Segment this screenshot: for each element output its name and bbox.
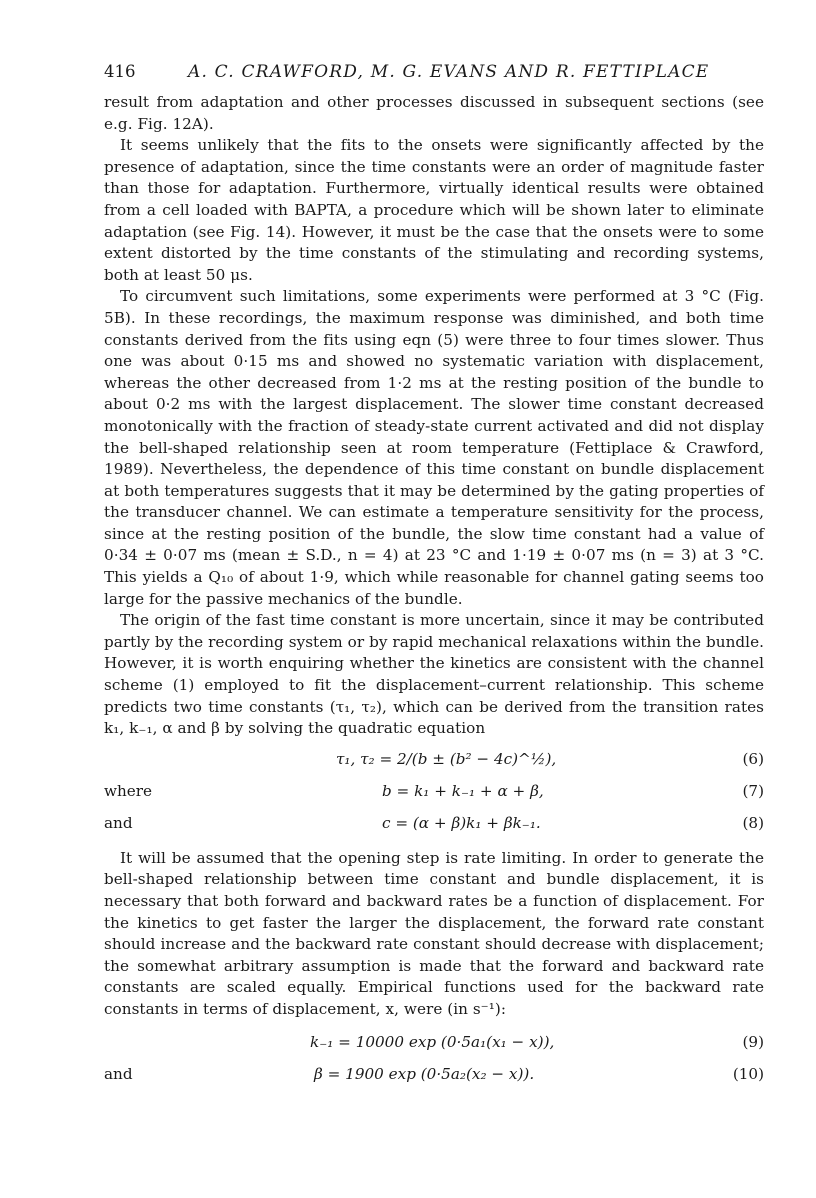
equation-block-1 <box>104 744 764 840</box>
equation-8 <box>104 808 764 840</box>
equation-expression: τ₁, τ₂ = 2/(b ± (b² − 4c)^½), <box>336 749 557 768</box>
page-number: 416 <box>104 62 136 81</box>
paragraph-1: result from adaptation and other processes discussed in subsequent sections (see e.g. Fig. 12A). <box>104 93 764 133</box>
paragraph-4: The origin of the fast time constant is more uncertain, since it may be contributed partly by the recording system or by rapid mechanical relaxations within the bundle. However, it is worth enquiring whether the kinetics are consistent with the channel scheme (1) employed to fit the displacement–current relationship. This scheme predicts two time constants (τ₁, τ₂), which can be derived from the transition rates k₁, k₋₁, α and β by solving the quadratic equation <box>104 611 764 738</box>
equation-number: (8) <box>742 813 764 832</box>
equation-10 <box>104 1059 764 1091</box>
equation-label: where <box>104 781 153 800</box>
equation-expression: b = k₁ + k₋₁ + α + β, <box>382 781 544 800</box>
equation-number: (6) <box>742 749 764 768</box>
equation-number: (9) <box>742 1032 764 1051</box>
equation-expression: β = 1900 exp (0·5a₂(x₂ − x)). <box>314 1064 535 1083</box>
equation-6 <box>104 744 764 776</box>
equation-number: (10) <box>732 1064 764 1083</box>
equation-block-2 <box>104 1027 764 1091</box>
paragraph-2: It seems unlikely that the fits to the onsets were significantly affected by the presence of adaptation, since the time constants were an order of magnitude faster than those for adaptation. Furthermore, virtually identical results were obtained from a cell loaded with BAPTA, a procedure which will be shown later to eliminate adaptation (see Fig. 14). However, it must be the case that the onsets were to some extent distorted by the time constants of the stimulating and recording systems, both at least 50 μs. <box>104 136 764 284</box>
equation-9 <box>104 1027 764 1059</box>
journal-page <box>104 62 764 1091</box>
equation-number: (7) <box>742 781 764 800</box>
equation-expression: c = (α + β)k₁ + βk₋₁. <box>382 813 541 832</box>
paragraph-5: It will be assumed that the opening step is rate limiting. In order to generate the bell-shaped relationship between time constant and bundle displacement, it is necessary that both forward and backward rates be a function of displacement. For the kinetics to get faster the larger the displacement, the forward rate constant should increase and the backward rate constant should decrease with displacement; the somewhat arbitrary assumption is made that the forward and backward rate constants are scaled equally. Empirical functions used for the backward rate constants in terms of displacement, x, were (in s⁻¹): <box>104 848 764 1018</box>
running-title: A. C. CRAWFORD, M. G. EVANS AND R. FETTIPLACE <box>188 62 710 82</box>
page-header <box>104 62 764 92</box>
paragraph-3: To circumvent such limitations, some experiments were performed at 3 °C (Fig. 5B). In these recordings, the maximum response was diminished, and both time constants derived from the fits using eqn (5) were three to four times slower. Thus one was about 0·15 ms and showed no systematic variation with displacement, whereas the other decreased from 1·2 ms at the resting position of the bundle to about 0·2 ms with the largest displacement. The slower time constant decreased monotonically with the fraction of steady-state current activated and did not display the bell-shaped relationship seen at room temperature (Fettiplace & Crawford, 1989). Nevertheless, the dependence of this time constant on bundle displacement at both temperatures suggests that it may be determined by the gating properties of the transducer channel. We can estimate a temperature sensitivity for the process, since at the resting position of the bundle, the slow time constant had a value of 0·34 ± 0·07 ms (mean ± S.D., n = 4) at 23 °C and 1·19 ± 0·07 ms (n = 3) at 3 °C. This yields a Q₁₀ of about 1·9, which while reasonable for channel gating seems too large for the passive mechanics of the bundle. <box>104 287 764 608</box>
equation-label: and <box>104 813 133 832</box>
equation-expression: k₋₁ = 10000 exp (0·5a₁(x₁ − x)), <box>310 1032 555 1051</box>
equation-label: and <box>104 1064 133 1083</box>
equation-7 <box>104 776 764 808</box>
